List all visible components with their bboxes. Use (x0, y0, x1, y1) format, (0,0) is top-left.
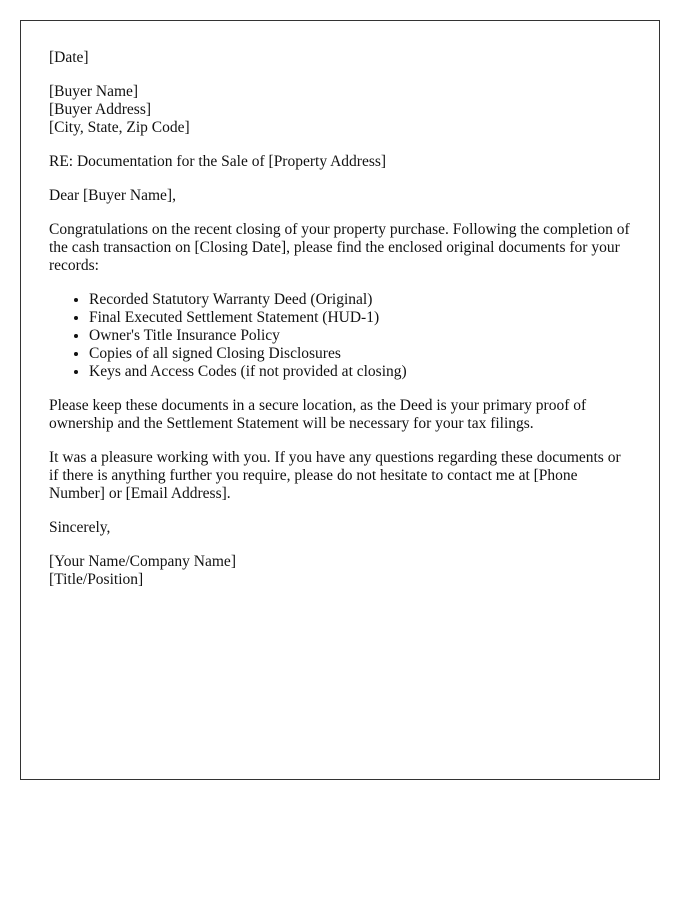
salutation: Dear [Buyer Name], (49, 187, 176, 204)
list-item: • Copies of all signed Closing Disclosures (89, 345, 631, 363)
letter-date: [Date] (49, 49, 89, 66)
list-item: • Owner's Title Insurance Policy (89, 327, 631, 345)
recipient-name: [Buyer Name] (49, 83, 139, 100)
letter-page (20, 20, 660, 780)
signature-title: [Title/Position] (49, 571, 144, 588)
enclosed-documents-list (49, 291, 631, 381)
recipient-city-state-zip: [City, State, Zip Code] (49, 119, 190, 136)
list-item: • Recorded Statutory Warranty Deed (Original) (89, 291, 631, 309)
signature-block (49, 553, 631, 589)
recipient-address-block (49, 83, 631, 137)
storage-paragraph: Please keep these documents in a secure location, as the Deed is your primary proof of ownership and the Settlement Statement will be necessary for your tax filings. (49, 397, 587, 432)
closing-paragraph: It was a pleasure working with you. If you have any questions regarding these documents or if there is anything further you require, please do not hesitate to contact me at [Phone Number] or [Email Address]. (49, 449, 621, 502)
list-item: • Keys and Access Codes (if not provided at closing) (89, 363, 631, 381)
list-item: • Final Executed Settlement Statement (HUD-1) (89, 309, 631, 327)
recipient-address: [Buyer Address] (49, 101, 152, 118)
signature-name: [Your Name/Company Name] (49, 553, 236, 570)
intro-paragraph: Congratulations on the recent closing of your property purchase. Following the completion of the cash transaction on [Closing Date], please find the enclosed original documents for your records: (49, 221, 630, 274)
sign-off: Sincerely, (49, 519, 111, 536)
subject-line: RE: Documentation for the Sale of [Property Address] (49, 153, 387, 170)
